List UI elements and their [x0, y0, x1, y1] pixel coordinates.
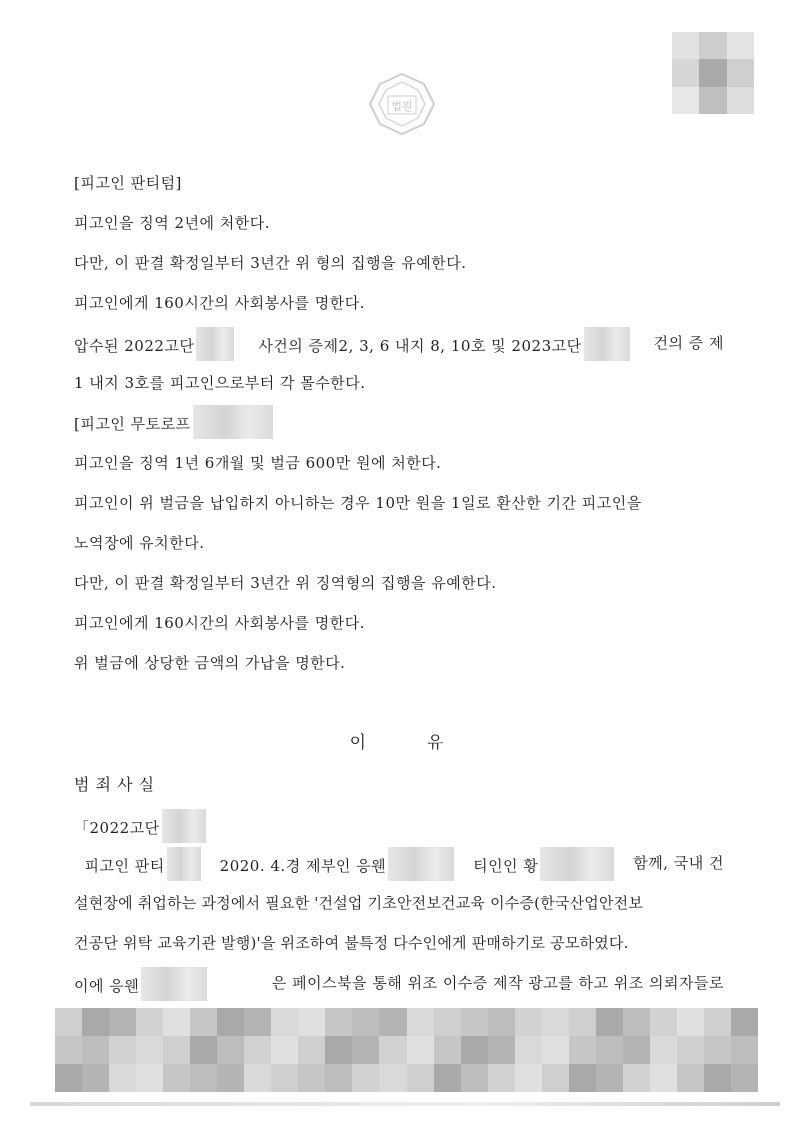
- mosaic-cell: [407, 1008, 434, 1036]
- sentence-fine-line: 피고인을 징역 1년 6개월 및 벌금 600만 원에 처한다.: [74, 454, 442, 472]
- facts-part-c: 티인인 황: [473, 853, 616, 881]
- mosaic-cell: [542, 1008, 569, 1036]
- mosaic-cell: [136, 1008, 163, 1036]
- facts-paragraph-line-1: [74, 853, 724, 881]
- confiscation-part-a: 압수된 2022고단: [74, 333, 236, 361]
- scan-edge: [30, 1102, 780, 1106]
- mosaic-cell: [515, 1008, 542, 1036]
- mosaic-cell: [109, 1008, 136, 1036]
- confiscation-line: [74, 333, 724, 361]
- mosaic-cell: [190, 1036, 217, 1064]
- mosaic-cell: [136, 1064, 163, 1092]
- mosaic-cell: [271, 1064, 298, 1092]
- confiscation-part-c: 건의 증 제: [653, 334, 724, 352]
- mosaic-cell: [298, 1064, 325, 1092]
- mosaic-cell: [434, 1008, 461, 1036]
- mosaic-cell: [623, 1036, 650, 1064]
- court-seal-icon: [362, 70, 442, 138]
- mosaic-cell: [352, 1008, 379, 1036]
- mosaic-cell: [82, 1008, 109, 1036]
- mosaic-cell: [677, 1008, 704, 1036]
- redacted-case-number: [584, 327, 630, 361]
- mosaic-cell: [379, 1064, 406, 1092]
- redacted-name: [167, 847, 201, 881]
- facts-part-e: 이에 응웬: [74, 973, 209, 1001]
- mosaic-cell: [298, 1008, 325, 1036]
- mosaic-cell: [82, 1036, 109, 1064]
- mosaic-cell: [623, 1064, 650, 1092]
- defendant-heading-1: [피고인 판티텀]: [74, 174, 182, 192]
- mosaic-cell: [569, 1064, 596, 1092]
- facts-part-a: 피고인 판티: [74, 853, 203, 881]
- mosaic-cell: [488, 1064, 515, 1092]
- suspension-line-2: 다만, 이 판결 확정일부터 3년간 위 징역형의 집행을 유예한다.: [74, 574, 497, 592]
- mosaic-cell: [244, 1008, 271, 1036]
- mosaic-cell: [271, 1008, 298, 1036]
- mosaic-cell: [731, 1036, 758, 1064]
- defendant-heading-2: [피고인 무토로프: [74, 411, 275, 439]
- mosaic-cell: [163, 1064, 190, 1092]
- section-title: 범 죄 사 실: [74, 775, 155, 794]
- confiscation-line-2: 1 내지 3호를 피고인으로부터 각 몰수한다.: [74, 374, 366, 392]
- redacted-name: [388, 847, 454, 881]
- mosaic-cell: [163, 1008, 190, 1036]
- sentence-line: 피고인을 징역 2년에 처한다.: [74, 214, 271, 232]
- mosaic-cell: [569, 1036, 596, 1064]
- mosaic-cell: [461, 1008, 488, 1036]
- seal-text: 법원: [391, 100, 413, 113]
- mosaic-cell: [704, 1008, 731, 1036]
- mosaic-cell: [379, 1036, 406, 1064]
- mosaic-cell: [55, 1036, 82, 1064]
- community-service-line-2: 피고인에게 160시간의 사회봉사를 명한다.: [74, 614, 366, 632]
- mosaic-cell: [515, 1036, 542, 1064]
- mosaic-cell: [217, 1064, 244, 1092]
- mosaic-cell: [434, 1064, 461, 1092]
- mosaic-cell: [109, 1036, 136, 1064]
- workhouse-line-2: 노역장에 유치한다.: [74, 534, 205, 552]
- mosaic-cell: [190, 1064, 217, 1092]
- mosaic-cell: [596, 1008, 623, 1036]
- mosaic-cell: [190, 1008, 217, 1036]
- mosaic-cell: [461, 1064, 488, 1092]
- mosaic-cell: [569, 1008, 596, 1036]
- mosaic-cell: [407, 1036, 434, 1064]
- mosaic-cell: [244, 1036, 271, 1064]
- mosaic-cell: [731, 1064, 758, 1092]
- mosaic-cell: [271, 1036, 298, 1064]
- mosaic-cell: [542, 1064, 569, 1092]
- facts-part-b: 2020. 4.경 제부인 응웬: [220, 853, 457, 881]
- facts-paragraph-line-3: 건공단 위탁 교육기관 발행)'을 위조하여 불특정 다수인에게 판매하기로 공모하였다.: [74, 934, 629, 952]
- mosaic-cell: [298, 1036, 325, 1064]
- redacted-bottom-text: [55, 1008, 758, 1092]
- mosaic-cell: [163, 1036, 190, 1064]
- mosaic-cell: [352, 1064, 379, 1092]
- facts-part-d: 함께, 국내 건: [633, 854, 724, 872]
- mosaic-cell: [596, 1036, 623, 1064]
- community-service-line: 피고인에게 160시간의 사회봉사를 명한다.: [74, 294, 366, 312]
- mosaic-cell: [704, 1036, 731, 1064]
- mosaic-cell: [650, 1036, 677, 1064]
- mosaic-cell: [434, 1036, 461, 1064]
- mosaic-cell: [217, 1036, 244, 1064]
- mosaic-cell: [109, 1064, 136, 1092]
- mosaic-cell: [379, 1008, 406, 1036]
- mosaic-cell: [325, 1008, 352, 1036]
- mosaic-cell: [352, 1036, 379, 1064]
- mosaic-cell: [596, 1064, 623, 1092]
- mosaic-cell: [55, 1008, 82, 1036]
- mosaic-cell: [325, 1036, 352, 1064]
- redacted-name: [193, 405, 273, 439]
- workhouse-line: 피고인이 위 벌금을 납입하지 아니하는 경우 10만 원을 1일로 환산한 기간 피고인을: [74, 494, 642, 512]
- mosaic-cell: [82, 1064, 109, 1092]
- mosaic-cell: [542, 1036, 569, 1064]
- mosaic-cell: [488, 1036, 515, 1064]
- mosaic-cell: [515, 1064, 542, 1092]
- facts-paragraph-line-2: 설현장에 취업하는 과정에서 필요한 '건설업 기초안전보건교육 이수증(한국산업안전보: [74, 894, 644, 912]
- mosaic-cell: [217, 1008, 244, 1036]
- mosaic-cell: [55, 1064, 82, 1092]
- mosaic-cell: [650, 1064, 677, 1092]
- mosaic-cell: [650, 1008, 677, 1036]
- facts-part-f: 은 페이스북을 통해 위조 이수증 제작 광고를 하고 위조 의뢰자들로: [271, 974, 724, 992]
- mosaic-cell: [677, 1064, 704, 1092]
- mosaic-cell: [461, 1036, 488, 1064]
- mosaic-cell: [623, 1008, 650, 1036]
- mosaic-cell: [244, 1064, 271, 1092]
- mosaic-cell: [136, 1036, 163, 1064]
- confiscation-part-b: 사건의 증제2, 3, 6 내지 8, 10호 및 2023고단: [258, 333, 631, 361]
- redacted-name: [540, 847, 614, 881]
- redacted-case-number: [162, 809, 206, 843]
- mosaic-cell: [704, 1064, 731, 1092]
- redacted-stamp-mosaic: [672, 32, 754, 114]
- mosaic-cell: [407, 1064, 434, 1092]
- reasons-heading: 이 유: [349, 733, 445, 753]
- facts-paragraph-line-4: [74, 973, 724, 1001]
- case-reference: 「2022고단: [74, 815, 208, 843]
- mosaic-cell: [677, 1036, 704, 1064]
- provisional-payment-line: 위 벌금에 상당한 금액의 가납을 명한다.: [74, 654, 346, 672]
- mosaic-cell: [731, 1008, 758, 1036]
- redacted-case-number: [196, 327, 234, 361]
- redacted-name: [141, 967, 207, 1001]
- mosaic-cell: [325, 1064, 352, 1092]
- mosaic-cell: [488, 1008, 515, 1036]
- suspension-line: 다만, 이 판결 확정일부터 3년간 위 형의 집행을 유예한다.: [74, 254, 467, 272]
